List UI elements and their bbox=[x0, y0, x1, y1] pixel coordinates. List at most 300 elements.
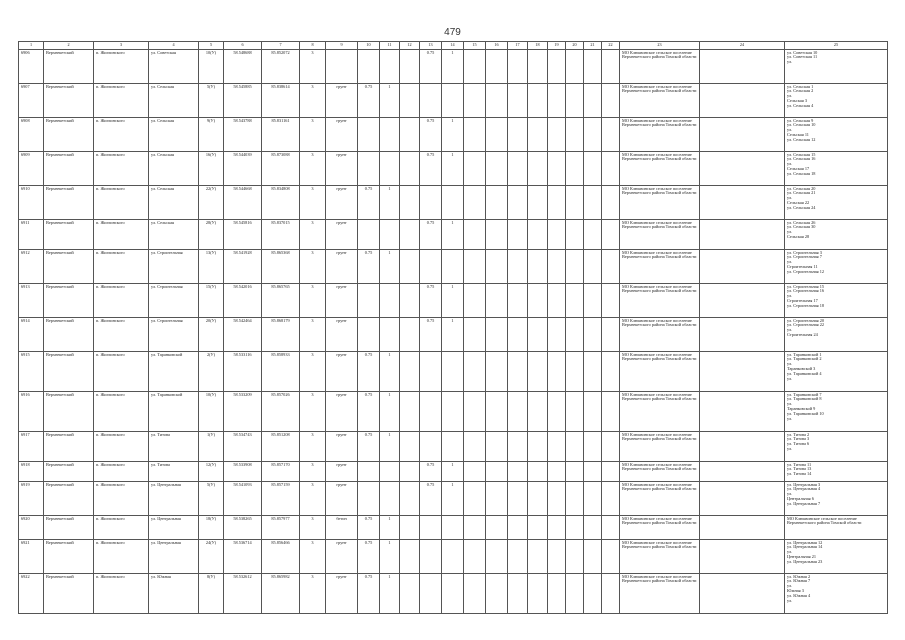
empty-cell bbox=[584, 482, 602, 516]
settlement-cell: п. Жиглинского bbox=[94, 574, 149, 614]
bins-cell: 3 bbox=[300, 186, 326, 220]
owner-cell: МО Клюквинское сельское поселение Верхнекетского района Томской области bbox=[620, 152, 700, 186]
count-cell: 1 bbox=[380, 352, 400, 392]
empty-cell bbox=[508, 392, 528, 432]
table-row bbox=[19, 186, 888, 220]
empty-cell bbox=[700, 118, 785, 152]
volume-cell bbox=[420, 516, 442, 540]
empty-cell bbox=[602, 118, 620, 152]
empty-cell bbox=[548, 318, 566, 352]
number-cell: 8(У) bbox=[199, 574, 224, 614]
empty-cell bbox=[566, 50, 584, 84]
empty-cell bbox=[508, 284, 528, 318]
longitude-cell: 85.831161 bbox=[262, 118, 300, 152]
empty-cell bbox=[548, 250, 566, 284]
owner-cell: МО Клюквинское сельское поселение Верхнекетского района Томской области bbox=[620, 540, 700, 574]
row-id: 6909 bbox=[19, 152, 44, 186]
settlement-cell: п. Жиглинского bbox=[94, 432, 149, 462]
number-cell: 1(У) bbox=[199, 432, 224, 462]
empty-cell bbox=[602, 462, 620, 482]
empty-cell bbox=[700, 284, 785, 318]
volume-cell: 0.75 bbox=[420, 284, 442, 318]
empty-cell bbox=[464, 352, 486, 392]
address-list: ул. Строительная 20 ул. Строительная 22 ул. Строительная 24 bbox=[787, 317, 825, 338]
district-cell: Верхнекетский bbox=[44, 462, 94, 482]
street-cell: ул. Центральная bbox=[149, 540, 199, 574]
empty-cell bbox=[584, 50, 602, 84]
area-cell bbox=[358, 318, 380, 352]
empty-cell bbox=[508, 540, 528, 574]
bins-cell: 3 bbox=[300, 118, 326, 152]
column-header: 18 bbox=[528, 42, 548, 50]
address-list: ул. Сельская 20 ул. Сельская 21 ул. Сельская 22 ул. Сельская 24 bbox=[787, 185, 816, 211]
empty-cell bbox=[566, 392, 584, 432]
address-list: ул. Сельская 9 ул. Сельская 10 ул. Сельская 11 ул. Сельская 12 bbox=[787, 117, 816, 143]
empty-cell bbox=[486, 318, 508, 352]
area-cell: 0.75 bbox=[358, 574, 380, 614]
area-cell: 0.75 bbox=[358, 250, 380, 284]
column-header: 8 bbox=[300, 42, 326, 50]
table-row bbox=[19, 84, 888, 118]
empty-cell bbox=[584, 392, 602, 432]
empty-cell bbox=[486, 220, 508, 250]
longitude-cell: 85.857977 bbox=[262, 516, 300, 540]
street-cell: ул. Строительная bbox=[149, 284, 199, 318]
empty-cell bbox=[548, 152, 566, 186]
column-header: 13 bbox=[420, 42, 442, 50]
settlement-cell: п. Жиглинского bbox=[94, 284, 149, 318]
longitude-cell: 85.857170 bbox=[262, 462, 300, 482]
c12-cell bbox=[400, 392, 420, 432]
volume-cell bbox=[420, 574, 442, 614]
area-cell: 0.75 bbox=[358, 186, 380, 220]
count-cell: 1 bbox=[380, 250, 400, 284]
quantity-cell bbox=[442, 352, 464, 392]
owner-cell: МО Клюквинское сельское поселение Верхнекетского района Томской области bbox=[620, 318, 700, 352]
volume-cell: 0.75 bbox=[420, 482, 442, 516]
bins-cell: 3 bbox=[300, 152, 326, 186]
surface-cell: грунт bbox=[326, 392, 358, 432]
count-cell: 1 bbox=[380, 540, 400, 574]
empty-cell bbox=[584, 220, 602, 250]
c12-cell bbox=[400, 250, 420, 284]
empty-cell bbox=[464, 482, 486, 516]
row-id: 6915 bbox=[19, 352, 44, 392]
empty-cell bbox=[508, 250, 528, 284]
row-id: 6921 bbox=[19, 540, 44, 574]
longitude-cell: 85.865765 bbox=[262, 284, 300, 318]
c12-cell bbox=[400, 574, 420, 614]
table-row bbox=[19, 540, 888, 574]
empty-cell bbox=[508, 220, 528, 250]
surface-cell: грунт bbox=[326, 482, 358, 516]
area-cell bbox=[358, 50, 380, 84]
empty-cell bbox=[566, 462, 584, 482]
empty-cell bbox=[548, 482, 566, 516]
empty-cell bbox=[700, 318, 785, 352]
surface-cell: грунт bbox=[326, 574, 358, 614]
quantity-cell: 1 bbox=[442, 220, 464, 250]
empty-cell bbox=[566, 220, 584, 250]
volume-cell: 0.75 bbox=[420, 50, 442, 84]
empty-cell bbox=[602, 432, 620, 462]
district-cell: Верхнекетский bbox=[44, 250, 94, 284]
bins-cell: 3 bbox=[300, 432, 326, 462]
address-cell bbox=[785, 220, 888, 250]
bins-cell: 3 bbox=[300, 318, 326, 352]
page-number: 479 bbox=[444, 27, 461, 38]
empty-cell bbox=[528, 50, 548, 84]
address-cell bbox=[785, 118, 888, 152]
address-list: ул. Строительная 15 ул. Строительная 16 ул. Строительная 17 ул. Строительная 18 bbox=[787, 283, 825, 309]
latitude-cell: 58.541093 bbox=[224, 482, 262, 516]
settlement-cell: п. Жиглинского bbox=[94, 220, 149, 250]
table-row bbox=[19, 318, 888, 352]
empty-cell bbox=[602, 482, 620, 516]
settlement-cell: п. Жиглинского bbox=[94, 516, 149, 540]
column-header: 11 bbox=[380, 42, 400, 50]
street-cell: ул. Сельская bbox=[149, 152, 199, 186]
area-cell bbox=[358, 482, 380, 516]
district-cell: Верхнекетский bbox=[44, 392, 94, 432]
empty-cell bbox=[566, 84, 584, 118]
settlement-cell: п. Жиглинского bbox=[94, 84, 149, 118]
bins-cell: 3 bbox=[300, 540, 326, 574]
area-cell bbox=[358, 284, 380, 318]
header-row bbox=[19, 42, 888, 50]
empty-cell bbox=[528, 186, 548, 220]
table-row bbox=[19, 392, 888, 432]
longitude-cell: 85.852072 bbox=[262, 50, 300, 84]
volume-cell bbox=[420, 84, 442, 118]
surface-cell: грунт bbox=[326, 250, 358, 284]
owner-cell: МО Клюквинское сельское поселение Верхнекетского района Томской области bbox=[620, 482, 700, 516]
empty-cell bbox=[508, 118, 528, 152]
volume-cell bbox=[420, 540, 442, 574]
owner-cell: МО Клюквинское сельское поселение Верхнекетского района Томской области bbox=[620, 574, 700, 614]
empty-cell bbox=[464, 462, 486, 482]
longitude-cell: 85.868179 bbox=[262, 318, 300, 352]
empty-cell bbox=[464, 250, 486, 284]
column-header: 9 bbox=[326, 42, 358, 50]
c12-cell bbox=[400, 186, 420, 220]
count-cell bbox=[380, 152, 400, 186]
bins-cell: 3 bbox=[300, 352, 326, 392]
empty-cell bbox=[700, 392, 785, 432]
empty-cell bbox=[464, 318, 486, 352]
empty-cell bbox=[548, 118, 566, 152]
count-cell bbox=[380, 118, 400, 152]
empty-cell bbox=[548, 50, 566, 84]
quantity-cell bbox=[442, 574, 464, 614]
bins-cell: 3 bbox=[300, 574, 326, 614]
address-cell bbox=[785, 482, 888, 516]
longitude-cell: 85.834808 bbox=[262, 186, 300, 220]
empty-cell bbox=[528, 482, 548, 516]
empty-cell bbox=[700, 186, 785, 220]
settlement-cell: п. Жиглинского bbox=[94, 392, 149, 432]
surface-cell: грунт bbox=[326, 186, 358, 220]
volume-cell: 0.75 bbox=[420, 220, 442, 250]
count-cell bbox=[380, 462, 400, 482]
street-cell: ул. Таранковской bbox=[149, 392, 199, 432]
empty-cell bbox=[566, 482, 584, 516]
quantity-cell bbox=[442, 250, 464, 284]
surface-cell: грунт bbox=[326, 432, 358, 462]
quantity-cell: 1 bbox=[442, 318, 464, 352]
column-header: 16 bbox=[486, 42, 508, 50]
longitude-cell: 85.857026 bbox=[262, 392, 300, 432]
empty-cell bbox=[486, 392, 508, 432]
quantity-cell bbox=[442, 392, 464, 432]
empty-cell bbox=[508, 318, 528, 352]
empty-cell bbox=[486, 540, 508, 574]
owner-cell: МО Клюквинское сельское поселение Верхнекетского района Томской области bbox=[620, 392, 700, 432]
empty-cell bbox=[486, 284, 508, 318]
c12-cell bbox=[400, 540, 420, 574]
street-cell: ул. Центральная bbox=[149, 516, 199, 540]
longitude-cell: 85.873088 bbox=[262, 152, 300, 186]
address-cell bbox=[785, 540, 888, 574]
settlement-cell: п. Жиглинского bbox=[94, 318, 149, 352]
empty-cell bbox=[700, 516, 785, 540]
number-cell: 16(У) bbox=[199, 152, 224, 186]
empty-cell bbox=[584, 540, 602, 574]
quantity-cell: 1 bbox=[442, 50, 464, 84]
address-list: ул. Центральная 12 ул. Центральная 14 ул. Центральная 21 ул. Центральная 23 bbox=[787, 539, 823, 565]
row-id: 6908 bbox=[19, 118, 44, 152]
owner-cell: МО Клюквинское сельское поселение Верхнекетского района Томской области bbox=[620, 50, 700, 84]
empty-cell bbox=[700, 152, 785, 186]
quantity-cell: 1 bbox=[442, 152, 464, 186]
empty-cell bbox=[700, 462, 785, 482]
empty-cell bbox=[508, 186, 528, 220]
empty-cell bbox=[548, 284, 566, 318]
count-cell: 1 bbox=[380, 516, 400, 540]
number-cell: 18(У) bbox=[199, 516, 224, 540]
owner-cell: МО Клюквинское сельское поселение Верхнекетского района Томской области bbox=[620, 462, 700, 482]
bins-cell: 3 bbox=[300, 284, 326, 318]
surface-cell: бетон bbox=[326, 516, 358, 540]
empty-cell bbox=[584, 284, 602, 318]
column-header: 25 bbox=[785, 42, 888, 50]
number-cell: 22(У) bbox=[199, 186, 224, 220]
column-header: 7 bbox=[262, 42, 300, 50]
quantity-cell bbox=[442, 186, 464, 220]
volume-cell bbox=[420, 432, 442, 462]
row-id: 6906 bbox=[19, 50, 44, 84]
empty-cell bbox=[528, 516, 548, 540]
district-cell: Верхнекетский bbox=[44, 220, 94, 250]
column-header: 14 bbox=[442, 42, 464, 50]
empty-cell bbox=[584, 462, 602, 482]
quantity-cell bbox=[442, 540, 464, 574]
table-row bbox=[19, 284, 888, 318]
empty-cell bbox=[700, 250, 785, 284]
empty-cell bbox=[464, 392, 486, 432]
address-cell bbox=[785, 516, 888, 540]
address-cell bbox=[785, 284, 888, 318]
empty-cell bbox=[508, 432, 528, 462]
empty-cell bbox=[464, 284, 486, 318]
count-cell bbox=[380, 284, 400, 318]
table-row bbox=[19, 574, 888, 614]
latitude-cell: 58.545816 bbox=[224, 220, 262, 250]
district-cell: Верхнекетский bbox=[44, 118, 94, 152]
empty-cell bbox=[566, 432, 584, 462]
latitude-cell: 58.548688 bbox=[224, 50, 262, 84]
column-header: 5 bbox=[199, 42, 224, 50]
owner-cell: МО Клюквинское сельское поселение Верхнекетского района Томской области bbox=[620, 284, 700, 318]
empty-cell bbox=[508, 84, 528, 118]
c12-cell bbox=[400, 84, 420, 118]
area-cell bbox=[358, 462, 380, 482]
empty-cell bbox=[548, 540, 566, 574]
quantity-cell bbox=[442, 432, 464, 462]
count-cell: 1 bbox=[380, 432, 400, 462]
row-id: 6914 bbox=[19, 318, 44, 352]
surface-cell: грунт bbox=[326, 220, 358, 250]
district-cell: Верхнекетский bbox=[44, 516, 94, 540]
volume-cell bbox=[420, 392, 442, 432]
street-cell: ул. Советская bbox=[149, 50, 199, 84]
empty-cell bbox=[602, 574, 620, 614]
quantity-cell bbox=[442, 84, 464, 118]
count-cell: 1 bbox=[380, 186, 400, 220]
count-cell bbox=[380, 482, 400, 516]
street-cell: ул. Таранковской bbox=[149, 352, 199, 392]
district-cell: Верхнекетский bbox=[44, 352, 94, 392]
surface-cell: грунт bbox=[326, 284, 358, 318]
c12-cell bbox=[400, 152, 420, 186]
row-id: 6919 bbox=[19, 482, 44, 516]
empty-cell bbox=[566, 284, 584, 318]
empty-cell bbox=[602, 516, 620, 540]
c12-cell bbox=[400, 352, 420, 392]
surface-cell: грунт bbox=[326, 152, 358, 186]
owner-cell: МО Клюквинское сельское поселение Верхнекетского района Томской области bbox=[620, 118, 700, 152]
empty-cell bbox=[602, 352, 620, 392]
c12-cell bbox=[400, 220, 420, 250]
address-list: ул. Советская 10 ул. Советская 11 ул. bbox=[787, 49, 818, 65]
empty-cell bbox=[486, 50, 508, 84]
empty-cell bbox=[508, 152, 528, 186]
district-cell: Верхнекетский bbox=[44, 186, 94, 220]
address-cell bbox=[785, 352, 888, 392]
empty-cell bbox=[528, 432, 548, 462]
empty-cell bbox=[548, 220, 566, 250]
empty-cell bbox=[566, 516, 584, 540]
street-cell: ул. Южная bbox=[149, 574, 199, 614]
district-cell: Верхнекетский bbox=[44, 574, 94, 614]
area-cell: 0.75 bbox=[358, 516, 380, 540]
empty-cell bbox=[464, 186, 486, 220]
empty-cell bbox=[464, 574, 486, 614]
empty-cell bbox=[602, 284, 620, 318]
address-cell bbox=[785, 152, 888, 186]
empty-cell bbox=[602, 84, 620, 118]
empty-cell bbox=[700, 574, 785, 614]
empty-cell bbox=[528, 118, 548, 152]
volume-cell: 0.75 bbox=[420, 318, 442, 352]
empty-cell bbox=[528, 220, 548, 250]
latitude-cell: 58.536714 bbox=[224, 540, 262, 574]
area-cell bbox=[358, 152, 380, 186]
table-row bbox=[19, 152, 888, 186]
row-id: 6917 bbox=[19, 432, 44, 462]
empty-cell bbox=[486, 516, 508, 540]
empty-cell bbox=[566, 574, 584, 614]
table-row bbox=[19, 50, 888, 84]
empty-cell bbox=[700, 352, 785, 392]
row-id: 6910 bbox=[19, 186, 44, 220]
empty-cell bbox=[548, 574, 566, 614]
empty-cell bbox=[486, 352, 508, 392]
column-header: 4 bbox=[149, 42, 199, 50]
district-cell: Верхнекетский bbox=[44, 540, 94, 574]
quantity-cell bbox=[442, 516, 464, 540]
address-list: ул. Титова 11 ул. Титова 13 ул. Титова 14 bbox=[787, 461, 812, 477]
empty-cell bbox=[548, 392, 566, 432]
empty-cell bbox=[602, 152, 620, 186]
empty-cell bbox=[566, 318, 584, 352]
quantity-cell: 1 bbox=[442, 482, 464, 516]
number-cell: 5(У) bbox=[199, 482, 224, 516]
number-cell: 28(У) bbox=[199, 220, 224, 250]
empty-cell bbox=[602, 250, 620, 284]
street-cell: ул. Титова bbox=[149, 432, 199, 462]
latitude-cell: 58.544039 bbox=[224, 152, 262, 186]
empty-cell bbox=[584, 118, 602, 152]
area-cell: 0.75 bbox=[358, 432, 380, 462]
owner-cell: МО Клюквинское сельское поселение Верхнекетского района Томской области bbox=[620, 186, 700, 220]
number-cell: 2(У) bbox=[199, 352, 224, 392]
longitude-cell: 85.856466 bbox=[262, 540, 300, 574]
latitude-cell: 58.532612 bbox=[224, 574, 262, 614]
address-list: ул. Сельская 1 ул. Сельская 2 ул. Сельская 3 ул. Сельская 4 bbox=[787, 83, 814, 109]
latitude-cell: 58.541928 bbox=[224, 250, 262, 284]
column-header: 12 bbox=[400, 42, 420, 50]
empty-cell bbox=[528, 84, 548, 118]
owner-cell: МО Клюквинское сельское поселение Верхнекетского района Томской области bbox=[620, 352, 700, 392]
volume-cell: 0.75 bbox=[420, 118, 442, 152]
empty-cell bbox=[584, 574, 602, 614]
c12-cell bbox=[400, 432, 420, 462]
latitude-cell: 58.544668 bbox=[224, 186, 262, 220]
quantity-cell: 1 bbox=[442, 462, 464, 482]
empty-cell bbox=[486, 574, 508, 614]
street-cell: ул. Сельская bbox=[149, 186, 199, 220]
empty-cell bbox=[700, 84, 785, 118]
empty-cell bbox=[700, 50, 785, 84]
empty-cell bbox=[566, 118, 584, 152]
address-list: ул. Таранковской 7 ул. Таранковской 8 ул. Таранковской 9 ул. Таранковской 10 ул. bbox=[787, 391, 824, 422]
empty-cell bbox=[584, 516, 602, 540]
empty-cell bbox=[602, 540, 620, 574]
longitude-cell: 85.865982 bbox=[262, 574, 300, 614]
table-row bbox=[19, 432, 888, 462]
bins-cell: 3 bbox=[300, 50, 326, 84]
bins-cell: 3 bbox=[300, 250, 326, 284]
empty-cell bbox=[584, 432, 602, 462]
district-cell: Верхнекетский bbox=[44, 284, 94, 318]
empty-cell bbox=[486, 462, 508, 482]
empty-cell bbox=[464, 220, 486, 250]
latitude-cell: 58.538265 bbox=[224, 516, 262, 540]
table-row bbox=[19, 482, 888, 516]
street-cell: ул. Сельская bbox=[149, 84, 199, 118]
column-header: 2 bbox=[44, 42, 94, 50]
